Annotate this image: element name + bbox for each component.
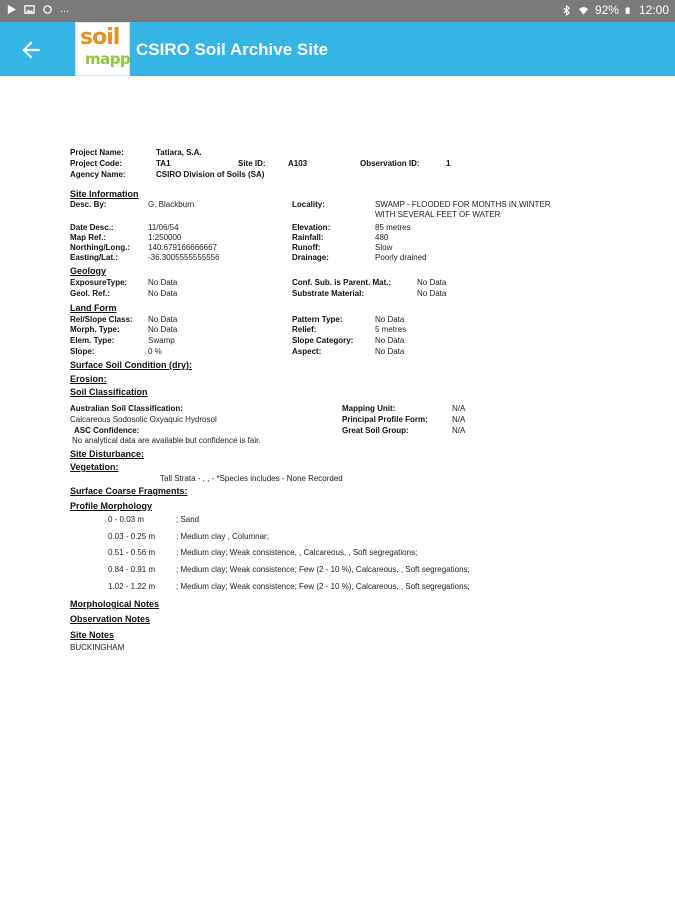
- slope-category-value: No Data: [375, 336, 405, 345]
- image-icon: [24, 4, 35, 15]
- pattern-type-value: No Data: [375, 315, 405, 324]
- logo-text-soil: soil: [80, 25, 120, 50]
- site-notes-value: BUCKINGHAM: [70, 643, 125, 652]
- battery-icon: [625, 5, 633, 16]
- exposure-type-label: ExposureType:: [70, 278, 128, 287]
- exposure-type-value: No Data: [148, 278, 178, 287]
- horizon-description: ; Sand: [176, 515, 200, 524]
- status-bar: [0, 0, 675, 22]
- horizon-depth: 1.02 - 1.22 m: [108, 582, 156, 591]
- locality-label: Locality:: [292, 200, 325, 209]
- bluetooth-icon: [561, 5, 572, 16]
- great-soil-group-value: N/A: [452, 426, 466, 435]
- project-name-value: Tatiara, S.A.: [156, 148, 202, 157]
- substrate-value: No Data: [417, 289, 447, 298]
- locality-value-line2: WITH SEVERAL FEET OF WATER: [375, 210, 501, 219]
- morph-type-label: Morph. Type:: [70, 325, 120, 334]
- locality-value-line1: SWAMP - FLOODED FOR MONTHS IN WINTER: [375, 200, 551, 209]
- clock: 12:00: [638, 3, 669, 17]
- desc-by-label: Desc. By:: [70, 200, 107, 209]
- drainage-value: Poorly drained: [375, 253, 427, 262]
- slope-value: 0 %: [148, 347, 162, 356]
- project-name-label: Project Name:: [70, 148, 124, 157]
- surface-soil-condition-heading: Surface Soil Condition (dry):: [70, 360, 193, 370]
- desc-by-value: G. Blackburn: [148, 200, 195, 209]
- site-disturbance-heading: Site Disturbance:: [70, 449, 145, 459]
- more-notifications: ...: [60, 3, 70, 15]
- horizon-description: ; Medium clay; Weak consistence; Few (2 - 10 %), Calcareous, , Soft segregations;: [176, 582, 470, 591]
- elevation-label: Elevation:: [292, 223, 331, 232]
- mapping-unit-label: Mapping Unit:: [342, 404, 396, 413]
- observation-id-label: Observation ID:: [360, 159, 420, 168]
- asc-confidence-label: ASC Confidence:: [74, 426, 140, 435]
- site-id-label: Site ID:: [238, 159, 266, 168]
- battery-percent: 92%: [594, 3, 619, 17]
- elem-type-label: Elem. Type:: [70, 336, 115, 345]
- geol-ref-label: Geol. Ref.:: [70, 289, 111, 298]
- soil-classification-heading: Soil Classification: [70, 387, 148, 397]
- app-title: CSIRO Soil Archive Site: [136, 40, 329, 59]
- aspect-label: Aspect:: [292, 347, 322, 356]
- system-icons: [561, 3, 669, 17]
- principal-profile-form-value: N/A: [452, 415, 466, 424]
- project-code-label: Project Code:: [70, 159, 123, 168]
- asc-label: Australian Soil Classification:: [70, 404, 183, 413]
- site-notes-heading: Site Notes: [70, 630, 115, 640]
- relief-value: 5 metres: [375, 325, 407, 334]
- horizon-description: ; Medium clay; Weak consistence; Few (2 - 10 %), Calcareous, , Soft segregations;: [176, 565, 470, 574]
- date-desc-label: Date Desc.:: [70, 223, 114, 232]
- runoff-label: Runoff:: [292, 243, 321, 252]
- map-ref-value: 1:250000: [148, 233, 182, 242]
- elevation-value: 85 metres: [375, 223, 411, 232]
- rel-slope-value: No Data: [148, 315, 178, 324]
- geol-ref-value: No Data: [148, 289, 178, 298]
- land-form-heading: Land Form: [70, 303, 117, 313]
- vegetation-value: Tall Strata - , , - *Species includes - None Recorded: [160, 474, 343, 483]
- geology-heading: Geology: [70, 266, 107, 276]
- northing-label: Northing/Long.:: [70, 243, 130, 252]
- rainfall-value: 480: [375, 233, 389, 242]
- notification-icons: [6, 3, 69, 15]
- erosion-heading: Erosion:: [70, 374, 107, 384]
- great-soil-group-label: Great Soil Group:: [342, 426, 409, 435]
- easting-value: -36.3005555555556: [148, 253, 220, 262]
- conf-sub-value: No Data: [417, 278, 447, 287]
- relief-label: Relief:: [292, 325, 317, 334]
- runoff-value: Slow: [375, 243, 393, 252]
- asc-confidence-value: No analytical data are available but confidence is fair.: [72, 436, 261, 445]
- asc-value: Calcareous Sodosolic Oxyaquic Hydrosol: [70, 415, 217, 424]
- horizon-depth: 0 - 0.03 m: [108, 515, 145, 524]
- northing-value: 140.679166666667: [148, 243, 217, 252]
- horizon-description: ; Medium clay , Columnar;: [176, 532, 269, 541]
- elem-type-value: Swamp: [148, 336, 175, 345]
- logo-text-mapp: mapp: [85, 50, 131, 68]
- horizon-depth: 0.84 - 0.91 m: [108, 565, 156, 574]
- map-ref-label: Map Ref.:: [70, 233, 106, 242]
- observation-id-value: 1: [446, 159, 451, 168]
- wifi-icon: [578, 5, 589, 16]
- sync-icon: [42, 4, 53, 15]
- observation-notes-heading: Observation Notes: [70, 614, 151, 624]
- slope-category-label: Slope Category:: [292, 336, 354, 345]
- horizon-depth: 0.51 - 0.56 m: [108, 548, 156, 557]
- vegetation-heading: Vegetation:: [70, 462, 119, 472]
- principal-profile-form-label: Principal Profile Form:: [342, 415, 428, 424]
- morph-type-value: No Data: [148, 325, 178, 334]
- site-id-value: A103: [288, 159, 308, 168]
- project-code-value: TA1: [156, 159, 171, 168]
- substrate-label: Substrate Material:: [292, 289, 365, 298]
- rainfall-label: Rainfall:: [292, 233, 324, 242]
- easting-label: Easting/Lat.:: [70, 253, 119, 262]
- drainage-label: Drainage:: [292, 253, 329, 262]
- pattern-type-label: Pattern Type:: [292, 315, 343, 324]
- aspect-value: No Data: [375, 347, 405, 356]
- soilmapp-logo: [75, 22, 130, 76]
- mapping-unit-value: N/A: [452, 404, 466, 413]
- back-arrow-icon[interactable]: [18, 37, 44, 63]
- surface-coarse-fragments-heading: Surface Coarse Fragments:: [70, 486, 188, 496]
- morphological-notes-heading: Morphological Notes: [70, 599, 160, 609]
- rel-slope-label: Rel/Slope Class:: [70, 315, 133, 324]
- slope-label: Slope:: [70, 347, 95, 356]
- profile-morphology-heading: Profile Morphology: [70, 501, 152, 511]
- play-icon: [6, 4, 17, 15]
- conf-sub-label: Conf. Sub. is Parent. Mat.:: [292, 278, 392, 287]
- horizon-depth: 0.03 - 0.25 m: [108, 532, 156, 541]
- agency-name-value: CSIRO Division of Soils (SA): [156, 170, 265, 179]
- agency-name-label: Agency Name:: [70, 170, 126, 179]
- horizon-description: ; Medium clay; Weak consistence, , Calcareous, , Soft segregations;: [176, 548, 418, 557]
- site-information-heading: Site Information: [70, 189, 139, 199]
- date-desc-value: 11/06/54: [148, 223, 179, 232]
- soil-report-document: [0, 76, 675, 900]
